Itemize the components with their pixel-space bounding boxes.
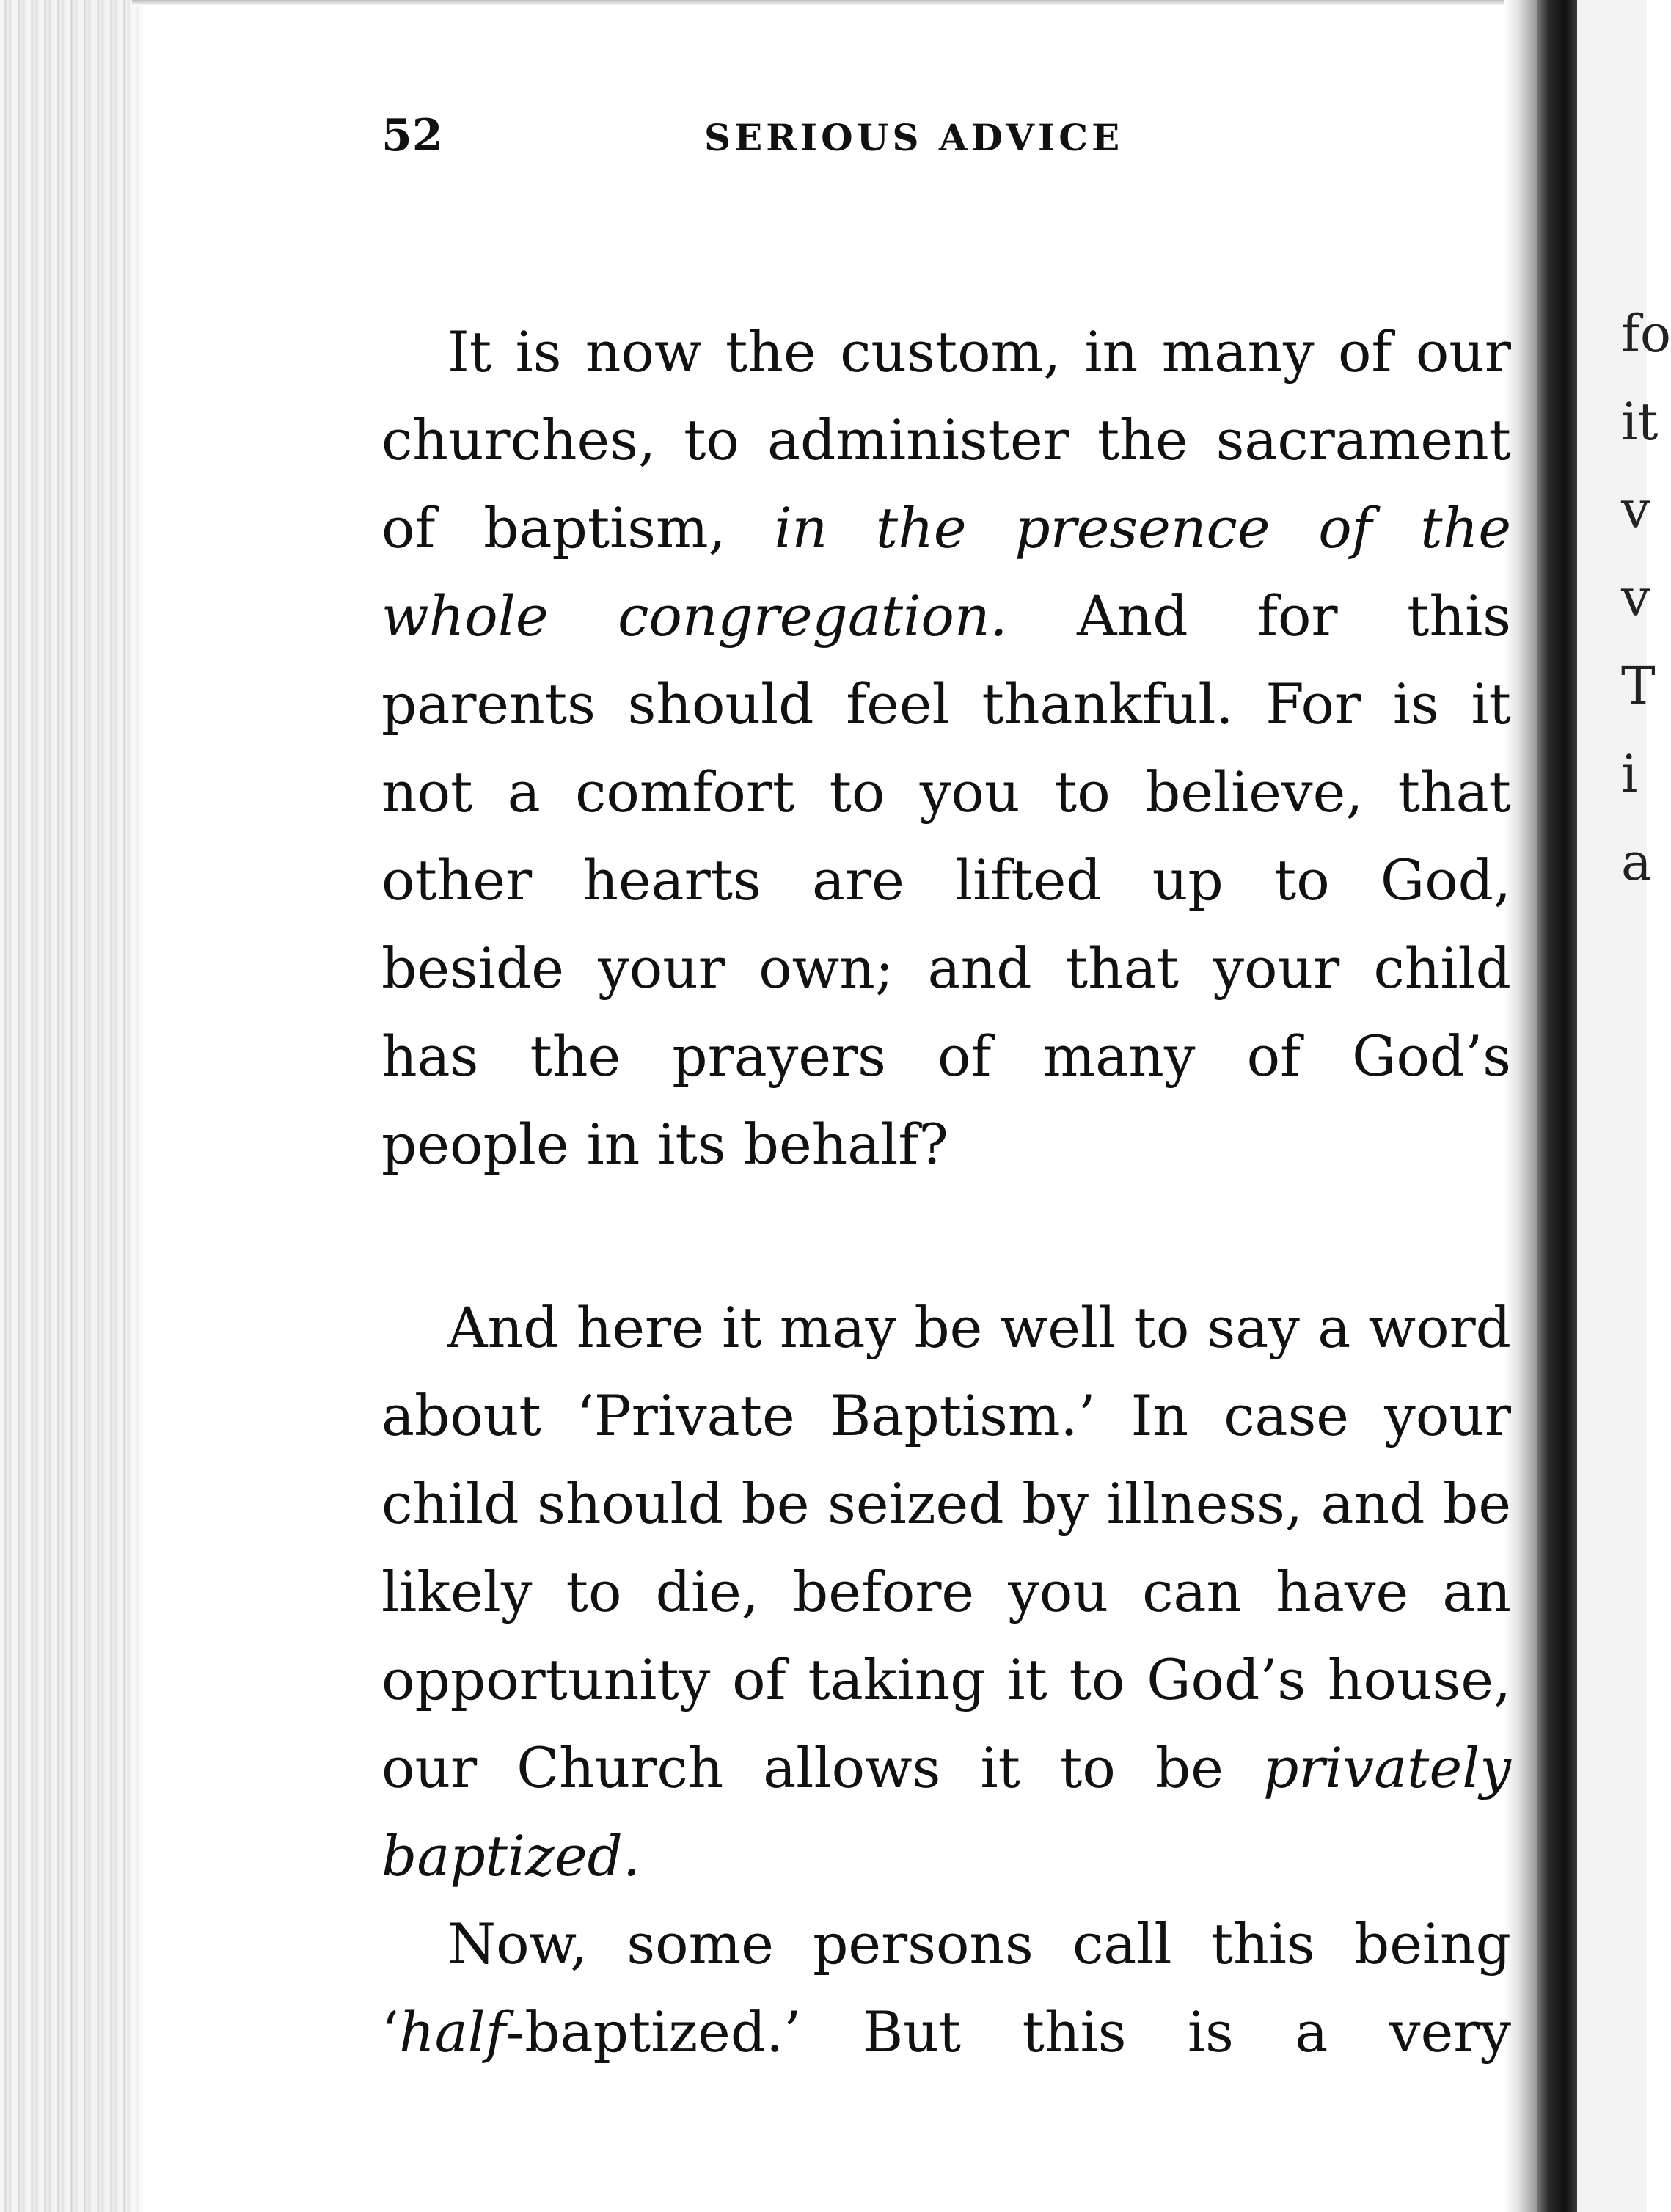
- facing-page-fragment: T: [1621, 656, 1656, 716]
- running-head: SERIOUS ADVICE: [704, 116, 1124, 159]
- gutter-band: [1537, 0, 1577, 2212]
- paragraph-text: And for this parents should feel thankful. For is it not a comfort to you to believe, that other hearts are lifted up to God, beside your own; and that your child has the prayers of many of God’s people in its behalf?: [381, 584, 1511, 1177]
- italic-text: in the presence of the whole congregation.: [381, 496, 1511, 649]
- italic-text: privately baptized.: [381, 1736, 1511, 1888]
- paragraph-text: Now, some persons call this being ‘: [381, 1912, 1511, 2065]
- facing-page-fragment: v: [1621, 480, 1650, 540]
- paragraph-text: And here it may be well to say a word about ‘Private Baptism.’ In case your child should be seized by illness, and be likely to die, before you can have an opportunity of taking it to God’s house, our Church allows it to be: [381, 1296, 1511, 1800]
- italic-text: half: [399, 2000, 506, 2065]
- page-top-edge: [132, 0, 1540, 6]
- paragraph-text: -baptized.’ But this is a very: [505, 2000, 1511, 2065]
- facing-page-fragment: a: [1621, 832, 1652, 892]
- paragraph-2: [381, 1284, 1511, 1900]
- paragraph-gap: [381, 1189, 1511, 1284]
- book-page: [381, 110, 1511, 2076]
- facing-page-sliver: [1577, 0, 1671, 2212]
- paragraph-3: [381, 1900, 1511, 2076]
- facing-page-fragment: v: [1621, 568, 1650, 628]
- book-edge-left: [0, 0, 147, 2212]
- page-header: [381, 110, 1511, 191]
- paragraph-text: It is now the custom, in many of our churches, to administer the sacrament of baptism,: [381, 320, 1511, 561]
- facing-page-fragment: it: [1621, 392, 1659, 452]
- paragraph-1: [381, 308, 1511, 1189]
- facing-page-fragment: i: [1621, 744, 1638, 804]
- page-number: 52: [381, 110, 443, 161]
- facing-page-fragment: fo: [1621, 304, 1671, 364]
